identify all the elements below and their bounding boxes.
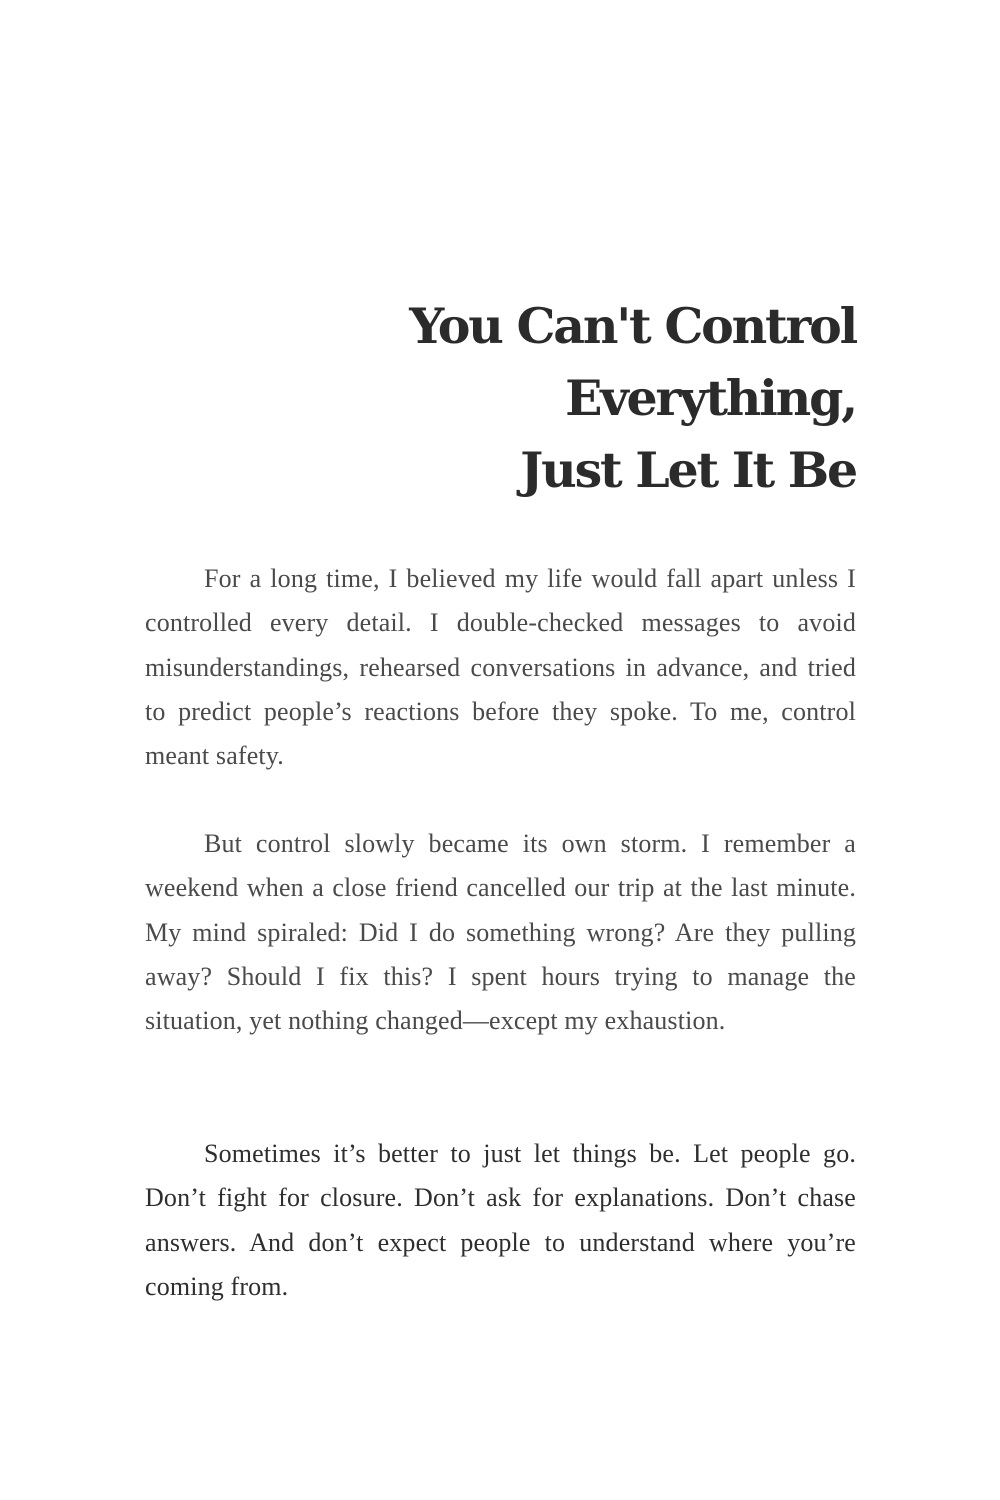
chapter-title bbox=[145, 290, 856, 506]
book-page bbox=[145, 0, 856, 1500]
body-paragraph-2: But control slowly became its own storm. I remember a weekend when a close friend cancelled our trip at the last minute. My mind spiraled: Did I do something wrong? Are they pulling away? Should I fix this? I spent hours trying to manage the situation, yet nothing changed—except my exhaustion. bbox=[145, 829, 856, 1036]
body-paragraph-1: For a long time, I believed my life would fall apart unless I controlled every detail. I double-checked messages to avoid misunderstandings, rehearsed conversations in advance, and tried to predict people’s reactions before they spoke. To me, control meant safety. bbox=[145, 564, 856, 771]
chapter-title-line-1: You Can't Control Everything, bbox=[409, 297, 856, 427]
body-paragraph-3: Sometimes it’s better to just let things be. Let people go. Don’t fight for closure. Don’t ask for explanations. Don’t chase answers. And don’t expect people to understand where you’re coming from. bbox=[145, 1139, 856, 1301]
chapter-title-line-2: Just Let It Be bbox=[520, 441, 856, 499]
